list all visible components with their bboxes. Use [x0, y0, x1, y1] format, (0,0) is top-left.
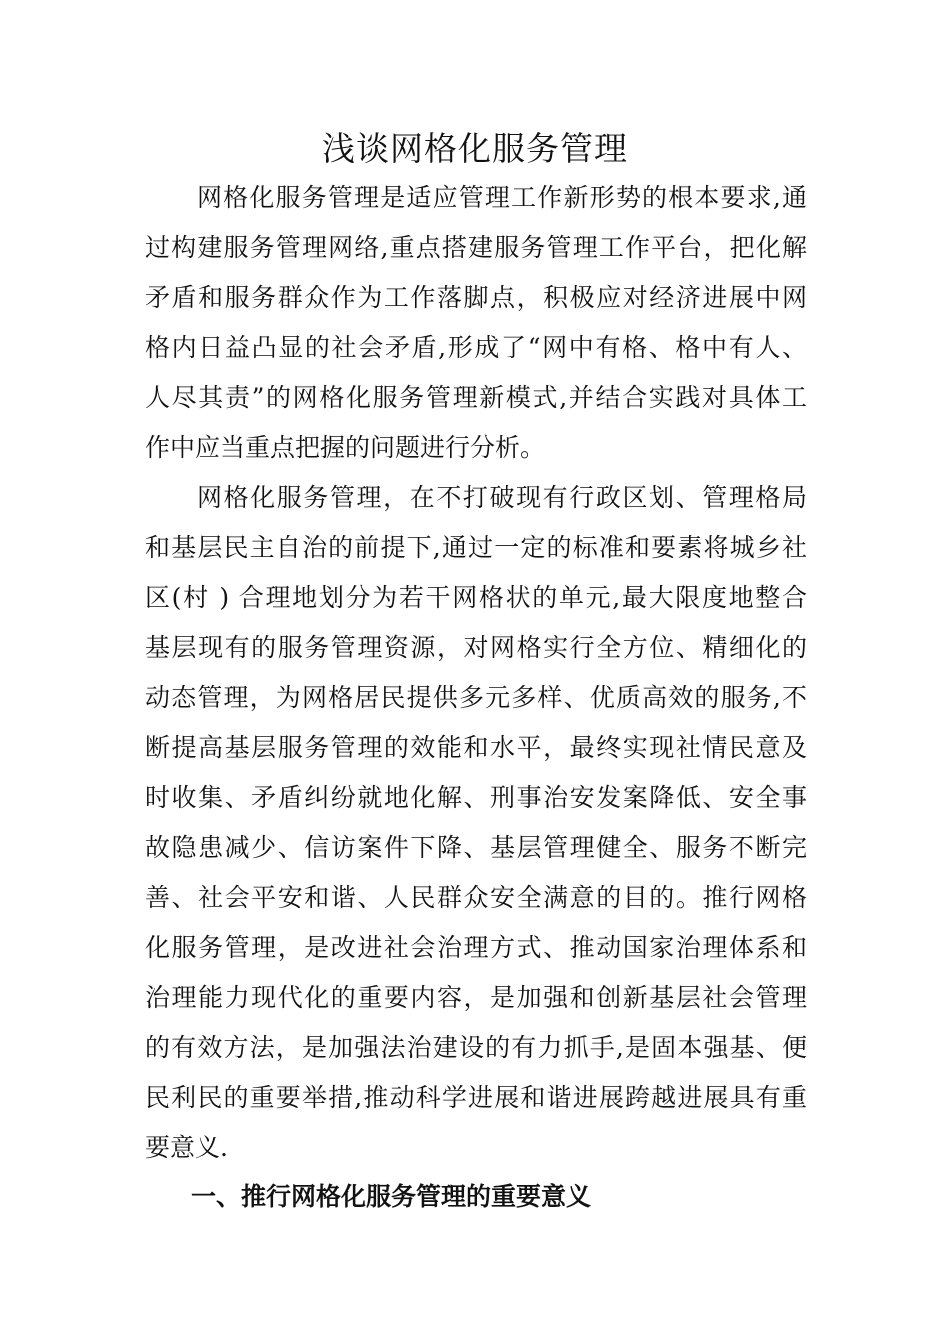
paragraph-line: 矛盾和服务群众作为工作落脚点，积极应对经济进展中网 [145, 283, 807, 312]
paragraph-line: 作中应当重点把握的问题进行分析。 [145, 433, 546, 462]
paragraph-line: 断提高基层服务管理的效能和水平，最终实现社情民意及 [145, 733, 807, 762]
paragraph-line: 要意义. [145, 1133, 228, 1162]
paragraph-line: 和基层民主自治的前提下,通过一定的标准和要素将城乡社 [145, 533, 807, 562]
paragraph-line: 人尽其责”的网格化服务管理新模式,并结合实践对具体工 [145, 383, 807, 412]
paragraph-line: 民利民的重要举措,推动科学进展和谐进展跨越进展具有重 [145, 1083, 807, 1112]
paragraph-line: 故隐患减少、信访案件下降、基层管理健全、服务不断完 [145, 833, 807, 862]
paragraph-line: 化服务管理，是改进社会治理方式、推动国家治理体系和 [145, 933, 807, 962]
paragraph-line: 治理能力现代化的重要内容，是加强和创新基层社会管理 [145, 983, 807, 1012]
paragraph-line: 动态管理，为网格居民提供多元多样、优质高效的服务,不 [145, 683, 807, 712]
paragraph-line: 过构建服务管理网络,重点搭建服务管理工作平台，把化解 [145, 233, 807, 262]
paragraph-line: 的有效方法，是加强法治建设的有力抓手,是固本强基、便 [145, 1033, 807, 1062]
paragraph-line: 网格化服务管理，在不打破现有行政区划、管理格局 [197, 483, 807, 512]
paragraph-line: 善、社会平安和谐、人民群众安全满意的目的。推行网格 [145, 883, 807, 912]
paragraph-line: 基层现有的服务管理资源，对网格实行全方位、精细化的 [145, 633, 807, 662]
section-heading: 一、推行网格化服务管理的重要意义 [191, 1182, 592, 1211]
paragraph-line: 时收集、矛盾纠纷就地化解、刑事治安发案降低、安全事 [145, 783, 807, 812]
document-title: 浅谈网格化服务管理 [322, 129, 628, 168]
paragraph-line: 网格化服务管理是适应管理工作新形势的根本要求,通 [197, 183, 807, 212]
paragraph-line: 格内日益凸显的社会矛盾,形成了“网中有格、格中有人、 [145, 333, 807, 362]
paragraph-line: 区(村 ) 合理地划分为若干网格状的单元,最大限度地整合 [145, 583, 807, 612]
